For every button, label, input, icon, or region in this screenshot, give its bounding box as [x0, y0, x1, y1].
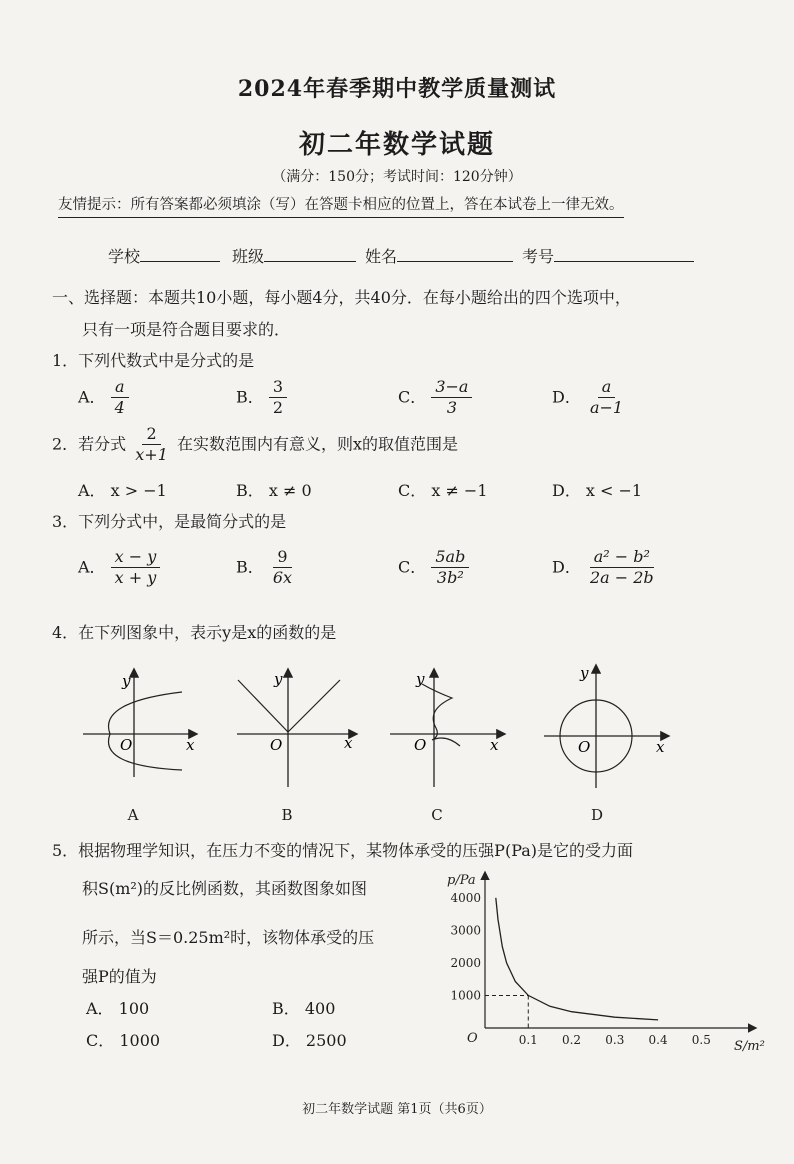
name-label: 姓名 — [365, 247, 398, 266]
name-field — [365, 244, 513, 267]
q1-option-d[interactable]: D． $\frac{a}{a-1}$ — [552, 378, 627, 418]
q4-label-b: B — [281, 806, 293, 824]
class-label: 班级 — [232, 247, 265, 266]
q4-graph-d[interactable] — [540, 660, 675, 790]
q4-graph-c[interactable] — [386, 662, 516, 790]
class-field — [232, 244, 356, 267]
q5-line3: 所示，当S＝0.25m²时，该物体承受的压 — [82, 928, 375, 947]
section1-line1: 一、选择题：本题共10小题，每小题4分，共40分．在每小题给出的四个选项中， — [52, 288, 631, 307]
q2-option-b[interactable]: B． x ≠ 0 — [236, 481, 312, 500]
q5-line4: 强P的值为 — [82, 967, 157, 986]
number-label: 考号 — [522, 247, 555, 266]
y-tick-label: 2000 — [450, 955, 481, 970]
y-tick-label: 4000 — [450, 890, 481, 905]
q2-stem: 2．若分式 $\frac{2}{x+1}$ 在实数范围内有意义，则x的取值范围是 — [52, 424, 459, 465]
y-tick-label: 3000 — [450, 923, 481, 938]
q3-option-b[interactable]: B． $\frac{9}{6x}$ — [236, 547, 293, 588]
y-label: y — [122, 672, 131, 690]
q1-c-num: 3−a — [431, 378, 472, 398]
q5-option-c[interactable]: C． 1000 — [86, 1031, 161, 1050]
exam-title: 2024年春季期中教学质量测试 — [237, 76, 557, 102]
q5-pressure-chart — [440, 868, 765, 1064]
x-tick-label: 0.3 — [605, 1033, 625, 1047]
x-tick-label: 0.2 — [561, 1033, 582, 1047]
number-field — [522, 244, 694, 267]
y-label: y — [274, 670, 283, 688]
school-blank[interactable] — [140, 247, 220, 262]
q5-option-b[interactable]: B． 400 — [272, 999, 336, 1018]
x-label: x — [656, 738, 665, 756]
x-tick-label: 0.1 — [518, 1033, 538, 1047]
class-blank[interactable] — [264, 247, 356, 262]
q4-label-a: A — [127, 806, 139, 824]
x-axis-label: S/m² — [734, 1039, 765, 1054]
q3-option-d[interactable]: D． $\frac{\text{a² − b²}}{2a - 2b}$ — [552, 547, 654, 588]
score-time: （满分：150分；考试时间：120分钟） — [272, 169, 522, 185]
q1-option-c[interactable]: C． $\frac{3-a}{3}$ — [398, 378, 472, 418]
q2-num: 2 — [142, 425, 160, 445]
x-tick-label: 0.5 — [691, 1033, 711, 1047]
q1-a-num: a — [111, 378, 129, 398]
friendly-tip: 友情提示：所有答案都必须填涂（写）在答题卡相应的位置上，答在本试卷上一律无效。 — [58, 193, 624, 218]
page-footer: 初二年数学试题 第1页（共6页） — [302, 1102, 492, 1117]
x-tick-label: 0.4 — [648, 1033, 668, 1047]
origin-label: O — [414, 736, 427, 754]
origin-label: O — [467, 1031, 478, 1046]
school-label: 学校 — [108, 247, 141, 266]
name-blank[interactable] — [397, 247, 513, 262]
q5-line1: 5．根据物理学知识，在压力不变的情况下，某物体承受的压强P(Pa)是它的受力面 — [52, 841, 634, 860]
parabola-curve — [109, 692, 183, 770]
q1-stem: 1．下列代数式中是分式的是 — [52, 351, 255, 370]
x-label: x — [186, 736, 195, 754]
q1-a-den: 4 — [114, 398, 125, 418]
q5-option-a[interactable]: A． 100 — [86, 999, 150, 1018]
q1-option-b[interactable]: B． $\frac{3}{2}$ — [236, 378, 287, 418]
y-axis-label: p/Pa — [447, 873, 476, 888]
paper-title: 初二年数学试题 — [298, 130, 495, 160]
wavy-curve — [422, 684, 460, 746]
q1-option-a[interactable]: A． $\frac{a}{4}$ — [78, 378, 129, 418]
q1-c-den: 3 — [446, 398, 457, 418]
x-label: x — [490, 736, 499, 754]
y-tick-label: 1000 — [450, 988, 481, 1003]
q3-stem: 3．下列分式中，是最简分式的是 — [52, 512, 287, 531]
q1-b-den: 2 — [272, 398, 284, 418]
section1-line2: 只有一项是符合题目要求的． — [82, 320, 291, 339]
q2-option-d[interactable]: D． x < −1 — [552, 481, 643, 500]
q5-line2: 积S(m²)的反比例函数，其函数图象如图 — [82, 879, 368, 898]
q1-b-num: 3 — [269, 378, 287, 398]
q4-stem: 4．在下列图象中，表示y是x的函数的是 — [52, 623, 337, 642]
y-label: y — [416, 670, 425, 688]
v-right-line — [288, 680, 340, 732]
y-label: y — [580, 664, 589, 682]
number-blank[interactable] — [554, 247, 694, 262]
school-field — [108, 244, 220, 267]
series-curve — [496, 898, 658, 1020]
q2-option-c[interactable]: C． x ≠ −1 — [398, 481, 488, 500]
q4-label-d: D — [590, 806, 604, 824]
q2-option-a[interactable]: A． x > −1 — [78, 481, 167, 500]
q3-option-a[interactable]: A． $\frac{x - y}{x + y}$ — [78, 548, 160, 588]
origin-label: O — [578, 738, 591, 756]
origin-label: O — [270, 736, 283, 754]
origin-label: O — [120, 736, 133, 754]
q4-graph-b[interactable] — [232, 662, 362, 790]
q3-option-c[interactable]: C． $\frac{5ab}{\text{3b²}}$ — [398, 548, 469, 588]
q4-label-c: C — [431, 806, 443, 824]
q1-d-num: a — [598, 378, 616, 398]
q2-den: x+1 — [135, 445, 168, 465]
q4-graph-a[interactable] — [78, 662, 208, 782]
q1-d-den: a−1 — [589, 398, 624, 418]
q5-option-d[interactable]: D． 2500 — [272, 1031, 347, 1050]
x-label: x — [344, 734, 353, 752]
